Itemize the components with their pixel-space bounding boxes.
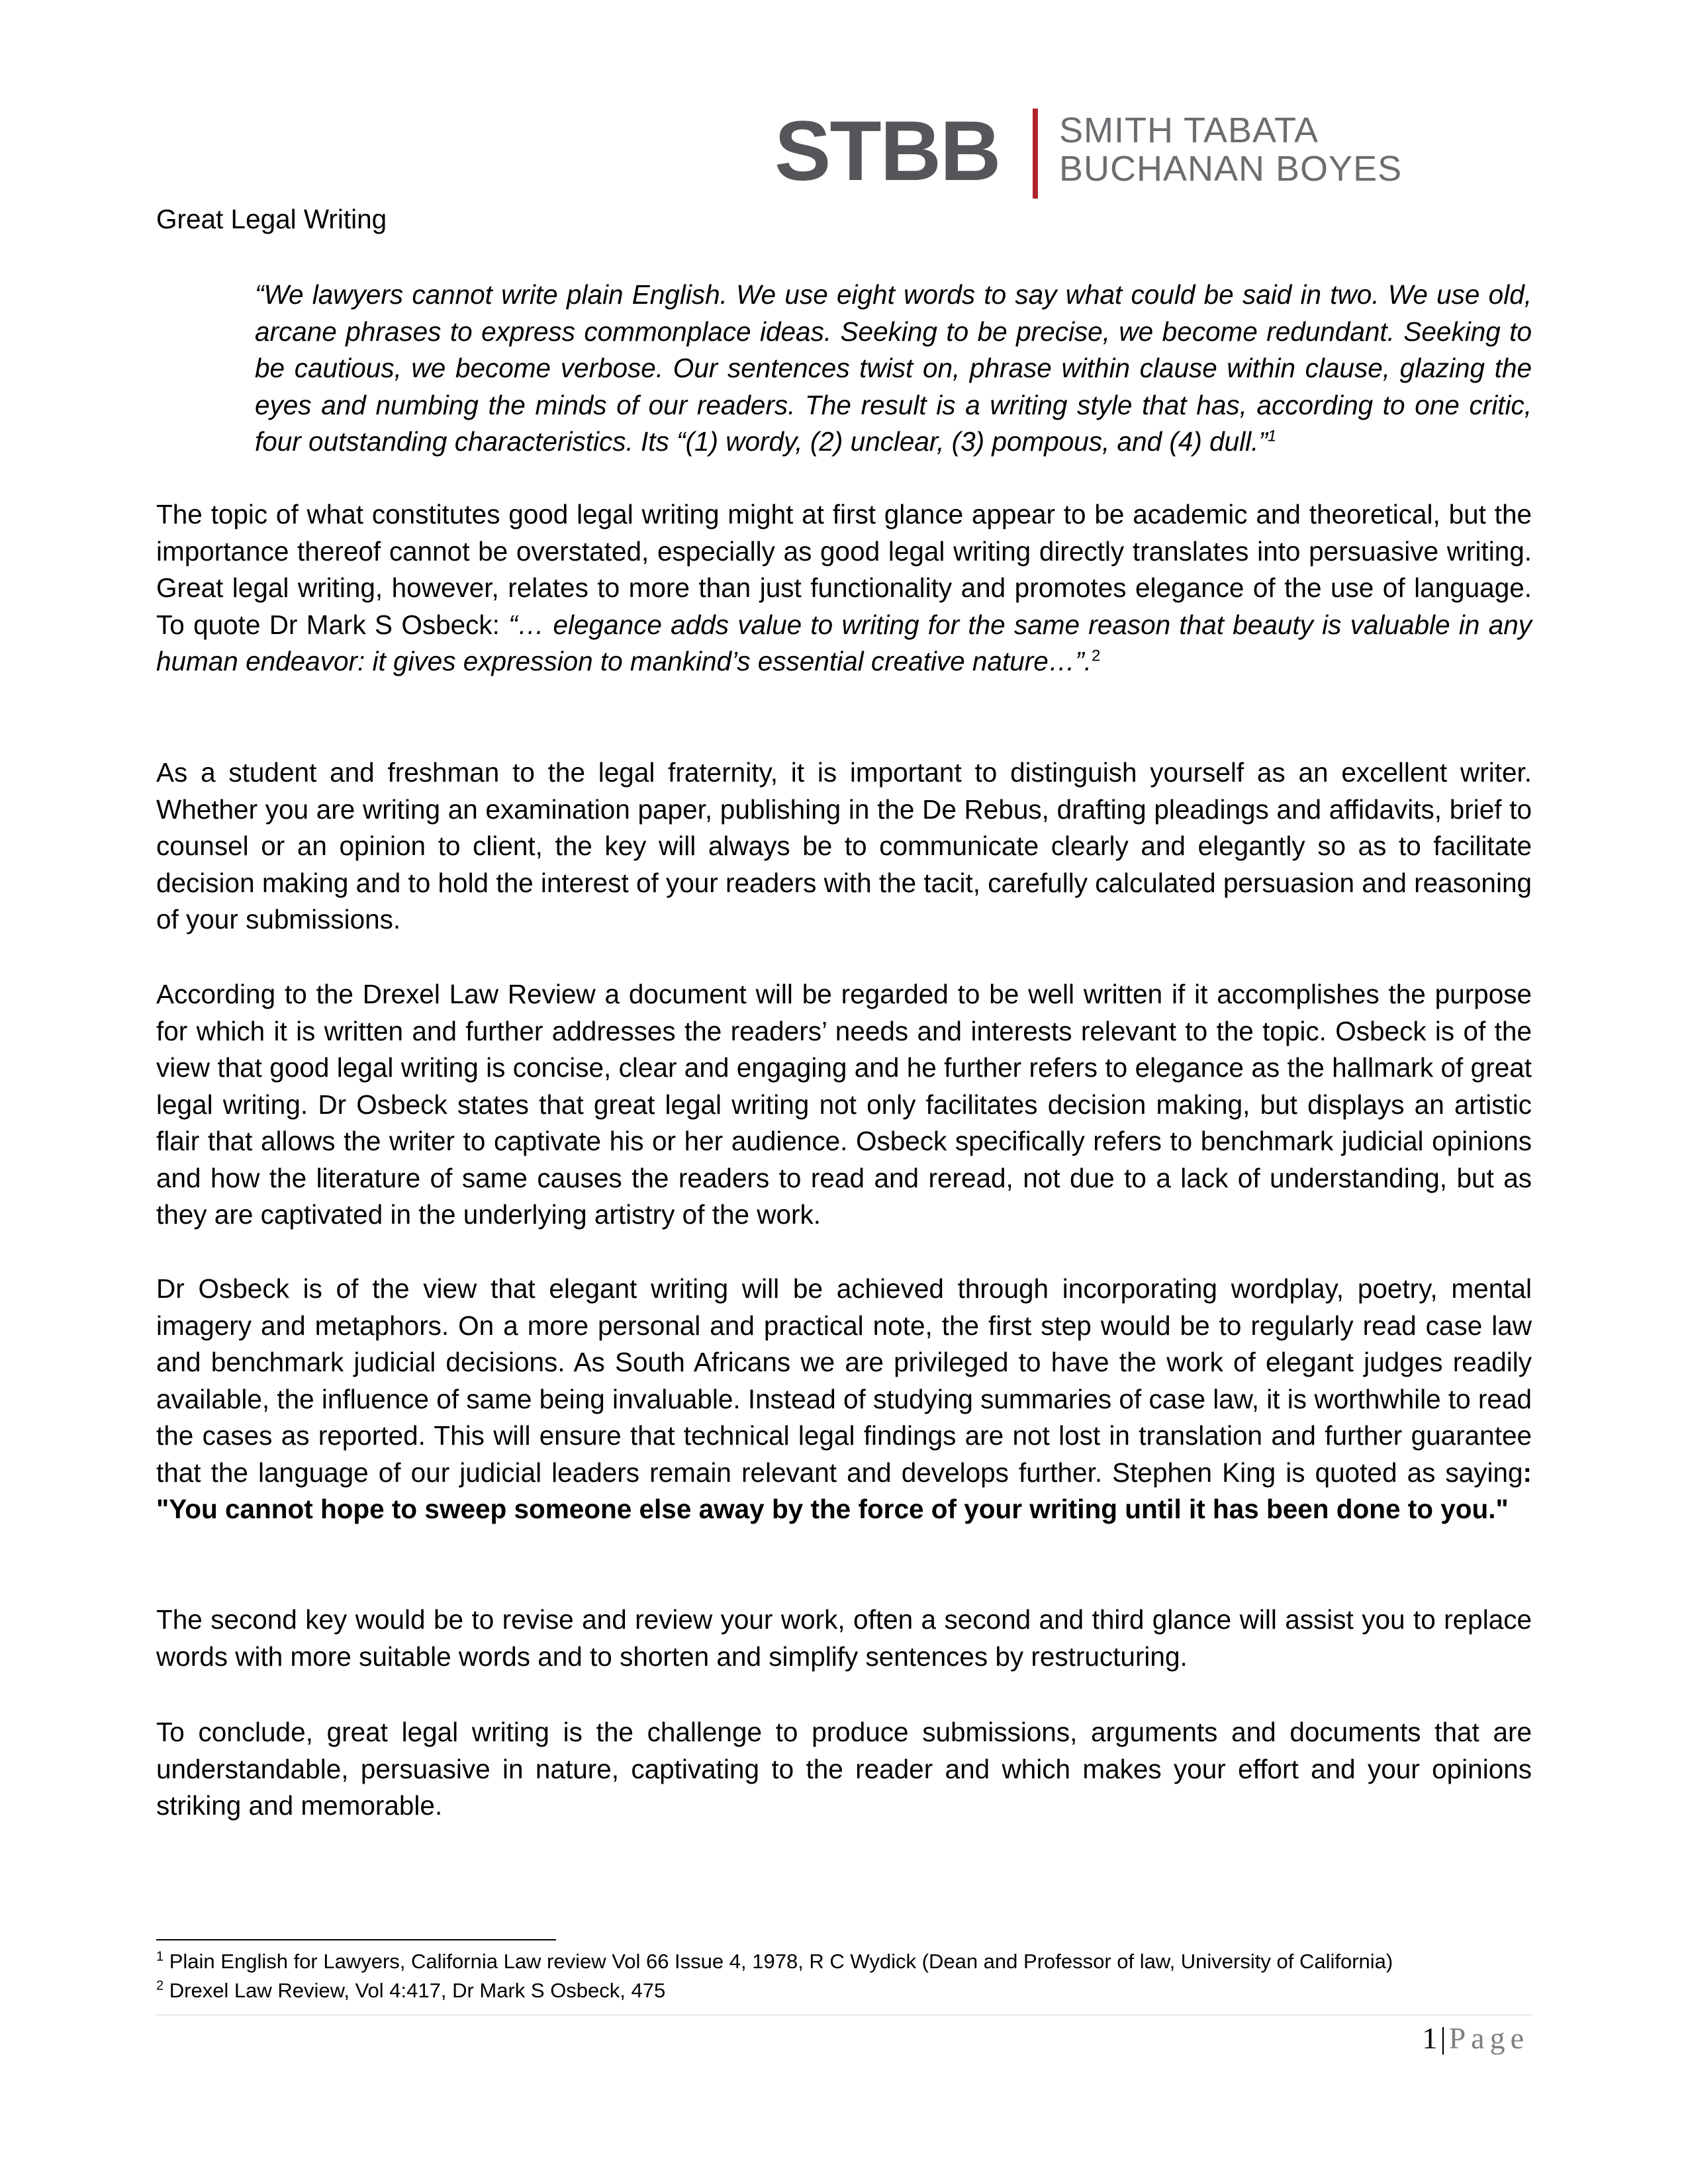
paragraph-5: The second key would be to revise and review your work, often a second and third glance will assist you to replace words with more suitable words and to shorten and simplify sentences by restructuring. — [156, 1604, 1532, 1672]
paragraph-4-text: Dr Osbeck is of the view that elegant writing will be achieved through incorporating wordplay, poetry, mental imagery and metaphors. On a more personal and practical note, the first step would be to regularly read case law and benchmark judicial decisions. As South Africans we are privileged to have the work of elegant judges readily available, the influence of same being invaluable. Instead of studying summaries of case law, it is worthwhile to read the cases as reported. This will ensure that technical legal findings are not lost in translation and further guarantee that the language of our judicial leaders remain relevant and develops further. Stephen King is quoted as saying — [156, 1273, 1532, 1488]
opening-quote — [255, 277, 1532, 461]
page-label: Page — [1448, 2021, 1529, 2055]
firm-name — [1059, 111, 1402, 188]
footnote-2-number: 2 — [156, 1978, 164, 1993]
firm-name-line-2: BUCHANAN BOYES — [1059, 149, 1403, 189]
footnote-separator — [156, 1939, 556, 1940]
footnote-2-text: Drexel Law Review, Vol 4:417, Dr Mark S Osbeck, 475 — [164, 1979, 666, 2002]
paragraph-1-text: The topic of what constitutes good legal writing might at first glance appear to be academic and theoretical, but the importance thereof cannot be overstated, especially as good legal writing directly translates into persuasive writing. Great legal writing, however, relates to more than just functionality and promotes elegance of the use of language. To quote Dr Mark S Osbeck: — [156, 499, 1532, 640]
paragraph-6: To conclude, great legal writing is the challenge to produce submissions, arguments and documents that are understandable, persuasive in nature, captivating to the reader and which makes your effort and your opinions striking and memorable. — [156, 1717, 1532, 1821]
footnote-1-number: 1 — [156, 1949, 164, 1964]
page-number: 1 — [1422, 2021, 1438, 2055]
stephen-king-quote: : "You cannot hope to sweep someone else away by the force of your writing until it has been done to you." — [156, 1457, 1532, 1524]
footnote-2 — [156, 1976, 1532, 2005]
footnote-ref-1[interactable]: 1 — [1267, 427, 1277, 445]
paragraph-2: As a student and freshman to the legal fraternity, it is important to distinguish yourself as an excellent writer. Whether you are writing an examination paper, publishing in the De Rebus, drafting pleadings and affidavits, brief to counsel or an opinion to client, the key will always be to communicate clearly and elegantly so as to facilitate decision making and to hold the interest of your readers with the tacit, carefully calculated persuasion and reasoning of your submissions. — [156, 757, 1532, 934]
paragraph-3: According to the Drexel Law Review a document will be regarded to be well written if it accomplishes the purpose for which it is written and further addresses the readers’ needs and interests relevant to the topic. Osbeck is of the view that good legal writing is concise, clear and engaging and he further refers to elegance as the hallmark of great legal writing. Dr Osbeck states that great legal writing not only facilitates decision making, but displays an artistic flair that allows the writer to captivate his or her audience. Osbeck specifically refers to benchmark judicial opinions and how the literature of same causes the readers to read and reread, not due to a lack of understanding, but as they are captivated in the underlying artistry of the work. — [156, 979, 1532, 1230]
logo-mark: STBB — [774, 104, 1000, 199]
logo-divider-bar — [1033, 109, 1038, 199]
document-title: Great Legal Writing — [156, 204, 387, 234]
footnotes — [156, 1947, 1532, 2005]
page-footer — [1422, 2019, 1529, 2058]
firm-name-line-1: SMITH TABATA — [1059, 111, 1319, 150]
osbeck-quote: “… elegance adds value to writing for the same reason that beauty is valuable in any human endeavor: it gives expression to mankind’s essential creative nature…”. — [156, 609, 1532, 676]
footnote-1-text: Plain English for Lawyers, California Law review Vol 66 Issue 4, 1978, R C Wydick (Dean and Professor of law, University of California) — [164, 1950, 1393, 1973]
quote-text: “We lawyers cannot write plain English. We use eight words to say what could be said in two. We use old, arcane phrases to express commonplace ideas. Seeking to be precise, we become redundant. Seeking to be cautious, we become verbose. Our sentences twist on, phrase within clause within clause, glazing the eyes and numbing the minds of our readers. The result is a writing style that has, according to one critic, four outstanding characteristics. Its “(1) wordy, (2) unclear, (3) pompous, and (4) dull.” — [255, 279, 1532, 457]
footnote-ref-2[interactable]: 2 — [1092, 647, 1101, 665]
page-separator: | — [1440, 2021, 1446, 2055]
firm-logo — [774, 104, 1410, 212]
paragraph-4 — [156, 1271, 1532, 1528]
paragraph-1 — [156, 496, 1532, 680]
footnote-1 — [156, 1947, 1532, 1976]
